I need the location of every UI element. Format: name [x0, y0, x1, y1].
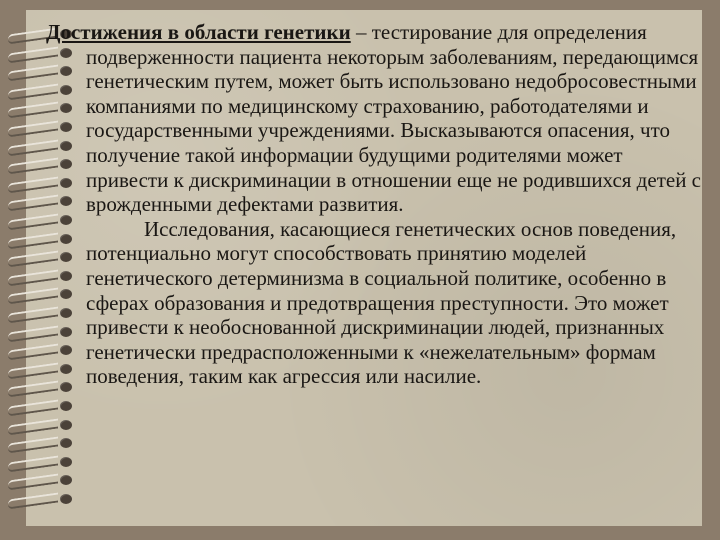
binding-wire [8, 455, 58, 472]
binding-hole [60, 475, 72, 485]
binding-wire [8, 474, 58, 491]
binding-hole [60, 457, 72, 467]
binding-hole [60, 401, 72, 411]
slide-content [46, 20, 706, 389]
binding-wire [8, 399, 58, 416]
binding-hole [60, 494, 72, 504]
binding-hole [60, 438, 72, 448]
binding-ring [8, 474, 76, 486]
slide-heading: Достижения в области генетики [46, 20, 351, 44]
binding-wire [8, 418, 58, 435]
paragraph-behavior-research [46, 217, 706, 389]
binding-ring [8, 456, 76, 468]
binding-wire [8, 492, 58, 509]
binding-ring [8, 400, 76, 412]
paragraph-2-text: Исследования, касающиеся генетических основ поведения, потенциально могут способствовать принятию моделей генетического детерминизма в социальной политике, особенно в сферах образования и предотвращения преступности. Это может привести к необоснованной дискриминации людей, признанных генетически предрасположенными к «нежелательным» формам поведения, таким как агрессия или насилие. [86, 216, 677, 389]
binding-ring [8, 437, 76, 449]
paragraph-genetics-testing [46, 20, 706, 217]
binding-hole [60, 420, 72, 430]
binding-wire [8, 437, 58, 454]
binding-ring [8, 419, 76, 431]
binding-ring [8, 493, 76, 505]
paragraph-1-text: – тестирование для определения подверженности пациента некоторым заболеваниям, передающимся генетическим путем, может быть использовано недобросовестными компаниями по медицинскому страхованию, работодателями и государственными учреждениями. Высказываются опасения, что получение такой информации будущими родителями может привести к дискриминации в отношении еще не родившихся детей с врожденными дефектами развития. [86, 20, 701, 217]
